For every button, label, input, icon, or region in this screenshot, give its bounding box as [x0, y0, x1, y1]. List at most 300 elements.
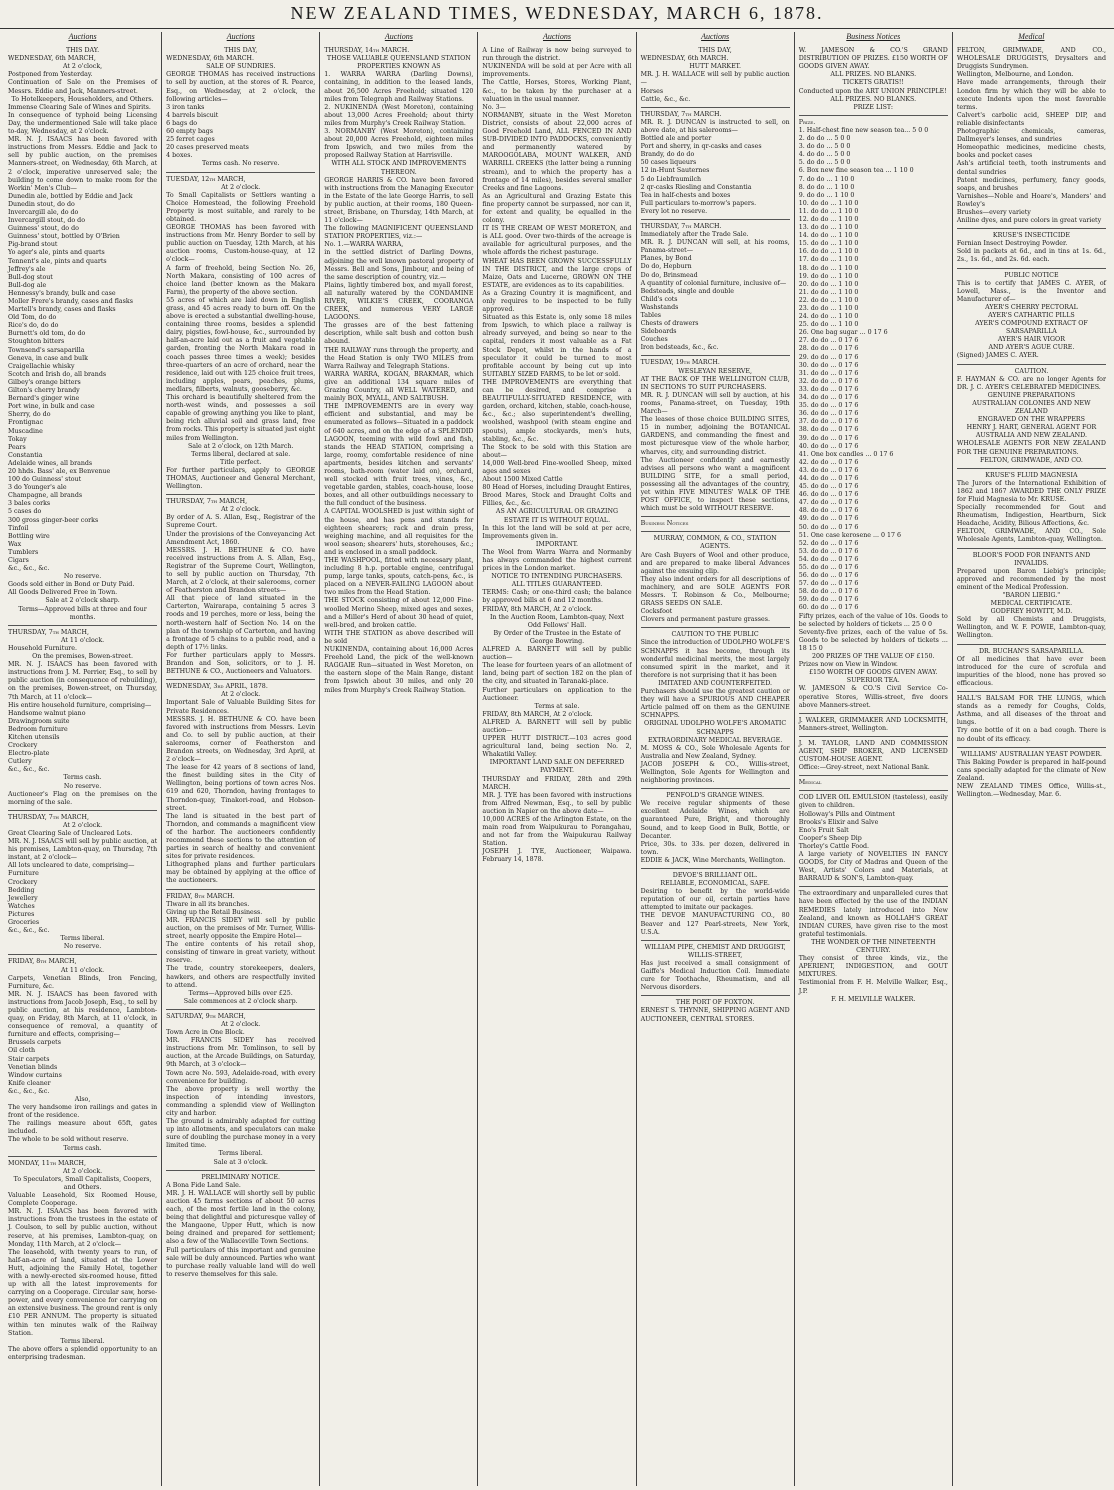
- ad-line: GEORGE THOMAS has been favored with instructions from Mr. Henry Border to sell by public auction on Tuesday, 12th March, at his auction rooms, Custom-house-quay, at 12 o'clock—: [166, 224, 318, 264]
- ad-line: About 1500 Mixed Cattle: [482, 476, 563, 484]
- ad-line: No reserve.: [63, 782, 102, 790]
- ad-line: MR. R. J. DUNCAN will sell by auction, at his rooms, Panama-street, on Tuesday, 19th March—: [640, 391, 792, 416]
- ad-line: ENGRAVED ON THE WRAPPERS: [977, 416, 1085, 424]
- column-3: [320, 32, 478, 1486]
- ad-line: Oil cloth: [8, 1047, 36, 1055]
- advertisement: [641, 108, 790, 220]
- ad-line: 55. do do ... 0 17 6: [798, 564, 859, 571]
- ad-line: Fernian Insect Destroying Powder.: [956, 240, 1068, 248]
- advertisement: [166, 1010, 318, 1171]
- ad-line: &c., &c., &c.: [8, 766, 50, 774]
- ad-heading: Medical: [798, 779, 822, 787]
- advertisement: [166, 890, 318, 1010]
- ad-line: Moller Frere's brandy, cases and flasks: [8, 298, 133, 305]
- ad-line: ALL TITLES GUARANTEED.: [511, 581, 603, 589]
- ad-heading: PUBLIC NOTICE: [1004, 271, 1059, 279]
- ad-line: MR. N. J. ISAACS has been favored with instructions from the trustees in the estate of J. Coulson, to sell by public auction, without reserve, at his premises, Lambton-quay, on Monday, 11th March, at 2 o'clock—: [8, 1208, 160, 1248]
- ad-line: Brussels carpets: [8, 1039, 61, 1047]
- ad-heading: WEDNESDAY, 3rd APRIL, 1878.: [166, 683, 268, 691]
- ad-heading: FELTON, GRIMWADE, AND CO., WHOLESALE DRUGGISTS, Drysalters and Druggists Sundrymen.: [956, 47, 1108, 71]
- ad-line: 11. do do ... 1 10 0: [798, 207, 859, 215]
- ad-line: Cattle, &c., &c.: [640, 95, 691, 103]
- ad-heading: COD LIVER OIL EMULSION (tasteless), easily given to children.: [798, 794, 950, 810]
- ad-line: Watches: [8, 902, 35, 910]
- ad-line: 42. do do ... 0 17 6: [798, 458, 859, 466]
- advertisement: [957, 692, 1106, 748]
- ad-heading: MONDAY, 11th MARCH,: [8, 1159, 87, 1167]
- ad-line: MR. N. J. ISAACS has been favored with instructions from Messrs. Eddie and Jack to sell by public auction, on the premises Manners-street, on Wednesday, 6th March, at 2 o'clock, imperative unreserved sale; the building to come down to make room for the Workin' Men's Club—: [8, 136, 160, 192]
- ad-line: Sale at 2 o'clock sharp.: [45, 597, 120, 605]
- ad-heading: HALL'S BALSAM FOR THE LUNGS, which stands as a remedy for Coughs, Colds, Asthma, and all diseases of the throat and lungs.: [956, 695, 1108, 727]
- ad-line: Tumblers: [8, 548, 39, 556]
- ad-line: 3 do Younger's ale: [8, 484, 67, 492]
- ad-line: Clovers and permanent pasture grasses.: [640, 616, 770, 624]
- ad-line: Sideboards: [640, 328, 677, 336]
- column-ads: [641, 44, 790, 1027]
- ad-line: £150 WORTH OF GOODS GIVEN AWAY.: [809, 669, 938, 677]
- ad-line: Brandy, do do do: [640, 151, 695, 159]
- column-5: [637, 32, 795, 1486]
- ad-line: IT IS THE CREAM OF WEST MORETON, and is ALL good. Over two-thirds of the acreage is available for agricultural purposes, and the whole affords the richest pasturage.: [482, 225, 634, 257]
- ad-line: Guinness' stout, bottled by O'Brien: [8, 233, 120, 241]
- ad-line: Plains, lightly timbered box, and myall forest, all naturally watered by the CONDAMINE RIVER, WILKIE'S CREEK, COORANGA CREEK, and numerous VERY LARGE LAGOONS.: [324, 281, 476, 322]
- ad-heading: THURSDAY, 7th MARCH.: [640, 222, 722, 230]
- ad-line: The Jurors of the International Exhibition of 1862 and 1867 AWARDED THE ONLY PRIZE for Fluid Magnesia to Mr. KRUSE.: [956, 479, 1108, 503]
- ad-line: At 2 o'clock.: [221, 506, 261, 514]
- ad-line: The Stock to be sold with this Station are about—: [482, 443, 634, 459]
- ad-line: 60 empty bags: [166, 128, 214, 136]
- advertisement: [641, 517, 790, 532]
- ad-line: 1. WARRA WARRA (Darling Downs), containing, in addition to the leased lands, about 26,500 Acres Freehold; situated 120 miles from Telegraph and Railway Stations.: [324, 71, 476, 103]
- ad-line: 23. do do ... 1 10 0: [798, 305, 859, 312]
- ad-line: At 2 o'clock.: [62, 1167, 103, 1175]
- ad-line: No. 3—: [482, 103, 506, 111]
- ad-line: Chests of drawers: [640, 320, 699, 328]
- column-6: [795, 32, 953, 1486]
- ad-line: Specially recommended for Gout and Rheumatism, Indigestion, Heartburn, Sick Headache, Acidity, Bilious Affections, &c.: [956, 504, 1108, 528]
- ad-line: M. MOSS & CO., Sole Wholesale Agents for Australia and New Zealand, Sydney.: [640, 744, 792, 760]
- ad-line: Try one bottle of it on a bad cough. There is no doubt of its efficacy.: [956, 727, 1108, 743]
- ad-line: THE DEVOE MANUFACTURING CO., 80 Beaver and 127 Pearl-streets, New York, U.S.A.: [640, 912, 792, 936]
- ad-line: 41. One box candles ... 0 17 6: [798, 450, 894, 458]
- ad-line: 25. do do ... 1 10 0: [798, 321, 859, 329]
- ad-line: Patent medicines, perfumery, fancy goods, soaps, and brushes: [956, 176, 1108, 192]
- ad-line: As a Grazing Country it is magnificent, and only requires to be inspected to be fully approved.: [482, 289, 634, 314]
- ad-line: Eno's Fruit Salt: [798, 826, 849, 834]
- ad-line: 35. do do ... 0 17 6: [798, 402, 859, 410]
- ad-line: The entire contents of his retail shop, consisting of tinware in great variety, without reserve.: [166, 941, 318, 965]
- ad-line: 32. do do ... 0 17 6: [798, 377, 859, 385]
- ad-heading: WILLIAMS' AUSTRALIAN YEAST POWDER.: [960, 750, 1103, 758]
- ad-line: Burnett's old tom, do do: [8, 330, 86, 338]
- ad-line: Giving up the Retail Business.: [166, 908, 263, 916]
- ad-line: The very handsome iron railings and gates in front of the residence.: [8, 1104, 160, 1120]
- ad-line: 37. do do ... 0 17 6: [798, 418, 859, 426]
- ad-line: THE IMPROVEMENTS are everything that can be desired, and comprise a BEAUTIFULLY-SITUATED RESIDENCE, with garden, orchard, kitchen, stable, coach-house, &c., &c.; also superintendent's dwelling, woolshed, washpool (with steam engine and spouts), ample stockyards, men's huts, stabling, &c., &c.: [482, 378, 634, 443]
- ad-line: Cocksfoot: [640, 608, 673, 616]
- ad-line: 53. do do ... 0 17 6: [798, 547, 859, 555]
- ad-line: 12. do do ... 1 10 0: [798, 215, 859, 223]
- ad-line: The Auctioneer confidently and earnestly advises all persons who want a magnificent BUILDING SITE, for a small period, possessing all the advantages of the country, yet within FIVE MINUTES' WALK OF THE POST OFFICE, to inspect these sections, which must be sold WITHOUT RESERVE.: [640, 456, 792, 513]
- ad-line: The Wool from Warra Warra and Normanby has always commanded the highest current prices in the London market.: [482, 548, 634, 573]
- ad-line: Tokay: [8, 435, 27, 443]
- ad-line: Photographic chemicals, cameras, Dallmeyer's lenses, and sundries: [956, 128, 1108, 144]
- ad-line: THE STOCK consisting of about 12,000 Fine-woolled Merino Sheep, mixed ages and sexes, and a Miller's Herd of about 30 head of quiet, well-bred, and broken cattle.: [324, 597, 476, 629]
- ad-line: Postponed from Yesterday.: [8, 71, 93, 79]
- advertisement: [641, 532, 790, 628]
- ad-line: Port and sherry, in qr-casks and cases: [640, 143, 762, 151]
- ad-line: 52. do do ... 0 17 6: [798, 539, 859, 547]
- ad-line: 6 bags do: [166, 119, 198, 127]
- ad-line: The following MAGNIFICENT QUEENSLAND STATION PROPERTIES, viz.:—: [324, 225, 476, 241]
- ad-line: Sale at 2 o'clock, on 12th March.: [187, 442, 294, 450]
- ad-line: WHOLESALE AGENTS FOR NEW ZEALAND FOR THE GENUINE PREPARATIONS.: [956, 440, 1108, 456]
- ad-line: A Bona Fide Land Sale.: [166, 1181, 241, 1189]
- ad-line: 2. do do ... 5 0 0: [798, 135, 851, 143]
- ad-line: At 2 o'clock,: [62, 63, 103, 71]
- ad-line: GEORGE HARRIS & CO. have been favored with instructions from the Managing Executor in the Estate of the late George Harris, to sell by public auction, at their rooms, 180 Queen-street, Brisbane, on Thursday, 14th March, at 11 o'clock—: [324, 176, 476, 225]
- ad-line: This Baking Powder is prepared in half-pound cans specially adapted for the climate of New Zealand.: [956, 758, 1108, 782]
- advertisement: [799, 714, 948, 737]
- advertisement: [799, 737, 948, 776]
- ad-heading: DR. BUCHAN'S SARSAPARILLA.: [978, 647, 1084, 655]
- advertisement: [8, 811, 160, 956]
- newspaper-title: NEW ZEALAND TIMES, WEDNESDAY, MARCH 6, 1878.: [290, 3, 824, 23]
- column-heading: Auctions: [542, 32, 571, 41]
- ad-line: 2 qr-casks Riesling and Constantia: [640, 183, 752, 191]
- ad-line: 46. do do ... 0 17 6: [798, 491, 859, 499]
- ad-line: Has just received a small consignment of Gaiffe's Medical Induction Coil. Immediate cure for Toothache, Rheumatism, and all Nervous disorders.: [640, 959, 792, 992]
- ad-line: Holloway's Pills and Ointment: [798, 810, 895, 818]
- ad-line: Do do, Brinsmead: [640, 271, 698, 279]
- ad-line: Jewellery: [8, 894, 38, 902]
- ad-line: Yo ager's ale, pints and quarts: [8, 249, 105, 257]
- ad-heading: BLOOR'S FOOD FOR INFANTS AND INVALIDS.: [972, 551, 1093, 567]
- advertisement: [641, 869, 790, 941]
- ad-line: Stoughton bitters: [8, 338, 65, 346]
- ad-line: MR. N. J. ISAACS has been favored with instructions from J. M. Perrier, Esq., to sell by public auction (in consequence of rebuilding), on the premises, Bowen-street, on Thursday, 7th March, at 11 o'clock—: [8, 661, 160, 701]
- ad-line: His entire household furniture, comprising—: [8, 701, 152, 709]
- ad-line: 20 cases preserved meats: [166, 144, 249, 152]
- ad-line: Port wine, in bulk and case: [8, 403, 95, 411]
- ad-line: 9. do do ... 1 10 0: [798, 191, 855, 199]
- advertisement: [166, 173, 318, 496]
- ad-line: 33. do do ... 0 17 6: [798, 385, 859, 393]
- ad-line: NOTICE TO INTENDING PURCHASERS.: [491, 573, 623, 581]
- ad-line: 10. do do ... 1 10 0: [798, 199, 859, 207]
- ad-line: ALL PRIZES. NO BLANKS.: [830, 71, 917, 79]
- ad-line: 1. Half-chest fine new season tea... 5 0 0: [798, 126, 929, 134]
- ad-line: Tlware in all its branches.: [166, 900, 250, 908]
- ad-line: "BARON LIEBIG.": [1002, 592, 1061, 599]
- ad-line: Martell's brandy, cases and flasks: [8, 306, 116, 314]
- ad-line: MR. FRANCIS SIDEY will sell by public auction, on the premises of Mr. Turner, Willis-street, nearly opposite the Empire Hotel—: [166, 916, 318, 941]
- ad-line: To Speculators, Small Capitalists, Coopers, and Others.: [13, 1175, 154, 1191]
- ad-line: Dunedin ale, bottled by Eddie and Jack: [8, 192, 133, 200]
- ad-line: Testimonial from F. H. Melville Walker, Esq., J.P.: [798, 979, 950, 995]
- ad-line: Important Sale of Valuable Building Sites for Private Residences.: [166, 699, 318, 715]
- ad-line: MR. R. J. DUNCAN is instructed to sell, on above date, at his salerooms—: [640, 118, 792, 134]
- ad-line: HUTT MARKET.: [689, 63, 741, 71]
- ad-line: The above property is well worthy the inspection of intending investors, commanding a splendid view of Wellington city and harbor.: [166, 1085, 318, 1117]
- ad-line: THE WONDER OF THE NINETEENTH CENTURY.: [811, 938, 938, 955]
- advertisement: [8, 1157, 160, 1365]
- ad-line: Horses: [640, 87, 664, 95]
- ad-line: RELIABLE, ECONOMICAL, SAFE.: [660, 880, 770, 888]
- ad-line: The whole to be sold without reserve.: [8, 1136, 129, 1144]
- ad-heading: TUESDAY, 12th MARCH,: [166, 175, 246, 183]
- ad-heading: WILLIAM PIPE, CHEMIST AND DRUGGIST, WILLIS-STREET,: [644, 943, 788, 959]
- ad-line: THE RAILWAY runs through the property, and the Head Station is only TWO MILES from Warra Railway and Telegraph Stations.: [324, 346, 476, 370]
- ad-heading: J. WALKER, GRIMMAKER AND LOCKSMITH, Manners-street, Wellington.: [798, 716, 950, 732]
- ad-line: 25 ferret cages: [166, 136, 215, 144]
- ad-line: 7. do do ... 1 10 0: [798, 175, 855, 183]
- ad-line: NUKINENDA will be sold at per Acre with all improvements.: [482, 63, 634, 79]
- ad-heading: THURSDAY, 7th MARCH.: [640, 110, 722, 118]
- ad-line: Tea in half-chests and boxes: [640, 191, 731, 199]
- ad-line: Wax: [8, 540, 22, 548]
- ad-line: Pig-brand stout: [8, 241, 58, 249]
- ad-line: 45. do do ... 0 17 6: [798, 483, 859, 491]
- ad-line: 40. do do ... 0 17 6: [798, 442, 859, 450]
- ad-line: In consequence of typhoid being Licensing Day, the undermentioned Sale will take place to-day, Wednesday, at 2 o'clock.: [8, 111, 160, 136]
- ad-line: Terms—Approved bills over £25.: [188, 989, 293, 997]
- advertisement: [957, 549, 1106, 645]
- ad-line: MESSRS. J. H. BETHUNE & CO. have been favored with instructions from Messrs. Levin and Co. to sell by public auction, at their salerooms, corner of Featherston and Brandon streets, on Wednesday, 3rd April, at 2 o'clock—: [166, 715, 318, 764]
- ad-line: By order of A. S. Allan, Esq., Registrar of the Supreme Court.: [166, 514, 318, 530]
- ad-line: Tables: [640, 312, 662, 319]
- advertisement: [957, 469, 1106, 549]
- advertisement: [8, 626, 160, 811]
- ad-line: Title perfect.: [220, 458, 262, 466]
- ad-line: AUSTRALIAN COLONIES AND NEW ZEALAND: [972, 399, 1093, 416]
- ad-heading: CAUTION.: [1014, 367, 1049, 375]
- ad-line: 56. do do ... 0 17 6: [798, 572, 859, 580]
- ad-heading: The extraordinary and unparalleled cures that have been effected by the use of the INDIAN REMEDIES lately introduced into New Zealand, and known as HOLLAH'S GREAT INDIAN CURES, have given rise to the most grateful testimonials.: [798, 890, 950, 938]
- ad-line: 29. do do ... 0 17 6: [798, 353, 859, 361]
- ad-line: To Hotelkeepers, Householders, and Others.: [11, 95, 154, 103]
- ad-heading: THIS DAY,: [698, 47, 732, 55]
- advertisement: [799, 791, 948, 887]
- column-heading: Business Notices: [846, 32, 901, 41]
- ad-line: NORMANBY, situate in the West Moreton District, consists of about 22,000 acres of Good Freehold Land, ALL FENCED IN AND SUB-DIVIDED INTO PADDOCKS, conveniently and permanently watered by MAROOGOLABA, MOUNT WALKER, AND WARRILL CREEKS (the latter being a running stream), and to which the property has a frontage of 14 miles), besides several smaller Creeks and fine Lagoons.: [482, 111, 634, 192]
- ad-line: No. 1.—WARRA WARRA,: [324, 241, 404, 249]
- ad-line: Office:—Grey-street, next National Bank.: [798, 764, 930, 772]
- ad-line: Have made arrangements, through their London firm by which they will be able to execute Indents upon the most favorable terms.: [956, 79, 1108, 111]
- ad-line: 200 PRIZES OF THE VALUE OF £150.: [811, 653, 935, 661]
- ad-line: THOSE VALUABLE QUEENSLAND STATION PROPERTIES KNOWN AS: [326, 55, 473, 71]
- ad-heading: PENFOLD'S GRANGE WINES.: [666, 792, 765, 800]
- ad-line: Knife cleaner: [8, 1079, 51, 1087]
- ad-line: Gilbey's orange bitters: [8, 378, 81, 386]
- advertisement: [641, 220, 790, 357]
- ad-line: At 2 o'clock.: [62, 821, 103, 829]
- ad-line: UPPER HUTT DISTRICT.—103 acres good agricultural land, being section No. 2, Whakatiki Valley.: [482, 735, 634, 759]
- ad-line: MESSRS. J. H. BETHUNE & CO. have received instructions from A. S. Allan, Esq., Registrar of the Supreme Court, Wellington, to sell by public auction on Thursday, 7th March, at 2 o'clock, at their salerooms, corner of Featherston and Brandon streets—: [166, 546, 318, 595]
- ad-line: Goods sold either in Bond or Duty Paid.: [8, 581, 135, 589]
- advertisement: [957, 229, 1106, 268]
- ad-line: 5 cases do: [8, 508, 42, 516]
- ad-line: Bedsteads, single and double: [640, 287, 735, 295]
- ad-line: 5. do do ... 5 0 0: [798, 159, 851, 167]
- ad-line: AT THE BACK OF THE WELLINGTON CLUB, IN SECTIONS TO SUIT PURCHASERS.: [640, 375, 792, 391]
- ad-line: TICKETS GRATIS!!: [842, 79, 904, 87]
- ad-line: MR. J. H. WALLACE will sell by public auction—: [640, 71, 790, 87]
- ad-line: F. HAYMAN & CO. are no longer Agents for DR. J. C. AYER'S CELEBRATED MEDICINES.: [956, 375, 1108, 391]
- ad-line: Bottled ale and porter: [640, 135, 712, 143]
- advertisement: [957, 645, 1106, 692]
- ad-line: The grasses are of the best fattening description, while salt bush and cotton bush abound.: [324, 322, 476, 346]
- ad-line: Window curtains: [8, 1071, 62, 1079]
- ad-line: Townsend's sarsaparilla: [8, 346, 85, 354]
- ad-line: Groceries: [8, 919, 40, 927]
- ad-line: Prepared upon Baron Liebig's principle; approved and recommended by the most eminent of the Medical Profession.: [956, 567, 1108, 591]
- ad-line: Terms liberal.: [218, 1150, 263, 1158]
- ad-line: &c., &c., &c.: [8, 927, 50, 935]
- ad-line: Child's cots: [640, 295, 678, 303]
- ad-line: FELTON, GRIMWADE, AND CO.: [979, 456, 1083, 464]
- ad-heading: THURSDAY, 7th MARCH,: [8, 813, 89, 821]
- ad-line: 27. do do ... 0 17 6: [798, 337, 859, 345]
- ad-line: Terms at sale.: [534, 702, 580, 710]
- ad-line: Also,: [74, 1096, 91, 1103]
- ad-heading: W. JAMESON & CO.'S GRAND DISTRIBUTION OF PRIZES. £150 WORTH OF GOODS GIVEN AWAY.: [798, 47, 950, 71]
- advertisement: [957, 365, 1106, 469]
- advertisement: [8, 955, 160, 1156]
- ad-line: 80 Head of Horses, including Draught Entires, Brood Mares, Stock and Draught Colts and Fillies, &c., &c.: [482, 484, 634, 508]
- ad-line: 19. do do ... 1 10 0: [798, 272, 859, 280]
- newspaper-columns: [4, 32, 1110, 1486]
- ad-line: THE WASHPOOL, fitted with necessary plant, including 8 h.p. portable engine, centrifugal pump, large tanks, spouts, catch-pens, &c., is placed on a NEVER-FAILING LAGOON about two miles from the Head Station.: [324, 557, 476, 597]
- ad-line: The above offers a splendid opportunity to an enterprising tradesman.: [8, 1345, 160, 1361]
- ad-line: 3 iron tanks: [166, 103, 205, 111]
- ad-heading: Prize.: [798, 118, 816, 126]
- ad-line: The lease for fourteen years of an allotment of land, being part of section 182 on the plan of the city, and situated in Taranaki-place.: [482, 662, 634, 686]
- ad-line: AYER'S CATHARTIC PILLS: [988, 312, 1075, 319]
- ad-line: 13. do do ... 1 10 0: [798, 224, 859, 232]
- ad-line: Rice's do, do do: [8, 322, 59, 330]
- ad-line: 20. do do ... 1 10 0: [798, 280, 859, 288]
- ad-line: Sale at 3 o'clock.: [213, 1158, 268, 1166]
- ad-line: IMPORTANT.: [535, 540, 579, 548]
- ad-line: 26. One bag sugar ... 0 17 6: [798, 329, 888, 337]
- ad-line: 38. do do ... 0 17 6: [798, 426, 859, 434]
- ad-line: 14. do do ... 1 10 0: [798, 232, 859, 240]
- ad-line: 18. do do ... 1 10 0: [798, 264, 859, 272]
- ad-line: &c., &c., &c.: [8, 565, 50, 573]
- ad-line: &c., &c., &c.: [8, 1087, 50, 1095]
- advertisement: [799, 116, 948, 714]
- ad-line: 16. do do ... 1 10 0: [798, 248, 859, 256]
- ad-line: Sale commences at 2 o'clock sharp.: [183, 997, 298, 1005]
- ad-line: Geneva, in case and bulk: [8, 354, 88, 362]
- ad-heading: THURSDAY, 7th MARCH,: [8, 628, 89, 636]
- ad-line: SUPERIOR TEA.: [846, 677, 900, 685]
- ad-line: The land is situated in the best part of Thorndon, and commands a magnificent view of the harbor. The auctioneers confidently recommend these sections to the attention of parties in search of healthy and convenient sites for private residences.: [166, 812, 318, 861]
- ad-line: A farm of freehold, being Section No. 26, North Makara, consisting of 100 acres of choice land (better known as the Makara Farm), the property of the above section.: [166, 264, 318, 296]
- ad-line: MR. N. J. ISAACS will sell by public auction, at his premises, Lambton-quay, on Thursday, 7th instant, at 2 o'clock—: [8, 838, 160, 862]
- ad-line: Cigars: [8, 557, 29, 564]
- ad-line: Immediately after the Trade Sale.: [640, 231, 749, 239]
- column-1: [4, 32, 162, 1486]
- ad-line: 34. do do ... 0 17 6: [798, 394, 859, 402]
- ad-line: GODFREY HOWITT, M.D.: [990, 608, 1073, 616]
- ad-line: WITH THE STATION as above described will be sold: [324, 629, 476, 645]
- ad-heading: DEVOE'S BRILLIANT OIL.: [672, 872, 758, 879]
- ad-line: Invercargill ale, do do: [8, 208, 79, 216]
- ad-line: Crockery: [8, 878, 38, 886]
- column-ads: [324, 44, 476, 698]
- ad-line: Kitchen utensils: [8, 733, 60, 741]
- advertisement: [957, 748, 1106, 803]
- ad-line: Venetian blinds: [8, 1063, 58, 1071]
- ad-line: The ground is admirably adapted for cutting up into allotments, and speculators can make sure of doubling the purchase money in a very limited time.: [166, 1118, 318, 1150]
- ad-line: 60. do do ... 0 17 6: [798, 604, 859, 612]
- ad-heading: J. M. TAYLOR, LAND AND COMMISSION AGENT, SHIP BROKER, AND LICENSED CUSTOM-HOUSE AGENT.: [798, 739, 950, 764]
- ad-line: 44. do do ... 0 17 6: [798, 474, 859, 482]
- ad-line: W. JAMESON & CO.'S Civil Service Co-operative Stores, Willis-street, five doors above Manners-street.: [798, 685, 950, 709]
- ad-heading: SATURDAY, 9th MARCH,: [166, 1012, 246, 1020]
- ad-line: GEORGE THOMAS has received instructions to sell by auction, at the stores of R. Pearce, Esq., on Wednesday, at 2 o'clock, the following articles—: [166, 71, 318, 103]
- ad-line: Auctioneer's Flag on the premises on the morning of the sale.: [8, 790, 160, 806]
- ad-line: GENUINE PREPARATIONS: [987, 391, 1076, 399]
- ad-line: On the premises, Bowen-street.: [32, 653, 134, 661]
- ad-line: The trade, country storekeepers, dealers, hawkers, and others are respectfully invited to attend.: [166, 965, 318, 989]
- ad-line: 4. do do ... 5 0 0: [798, 151, 851, 159]
- ad-line: Stair carpets: [8, 1055, 50, 1063]
- ad-line: WESLEYAN RESERVE,: [678, 367, 753, 375]
- ad-line: Bull-dog ale: [8, 281, 47, 289]
- ad-line: Couches: [640, 336, 668, 344]
- ad-line: 31. do do ... 0 17 6: [798, 369, 859, 377]
- ad-line: Homeopathic medicines, medicine chests, books and pocket cases: [956, 144, 1108, 160]
- ad-line: Thorley's Cattle Food.: [798, 842, 870, 850]
- ad-line: MR. N. J. ISAACS has been favored with instructions from Jacob Joseph, Esq., to sell by public auction, at his residence, Lambton-quay, on Friday, 8th March, at 11 o'clock, in consequence of removal, a quantity of furniture and effects, comprising—: [8, 990, 160, 1039]
- ad-line: 21. do do ... 1 10 0: [798, 288, 859, 296]
- ad-line: Invercargill stout, do do: [8, 217, 85, 225]
- ad-heading: KRUSE'S INSECTICIDE: [992, 232, 1070, 240]
- ad-line: Scotch and Irish do, all brands: [8, 370, 107, 378]
- ad-line: 48. do do ... 0 17 6: [798, 507, 859, 515]
- advertisement: [166, 1171, 318, 1282]
- ad-line: AYER'S CHERRY PECTORAL: [985, 303, 1078, 311]
- ad-line: 36. do do ... 0 17 6: [798, 410, 859, 418]
- ad-line: 55 acres of which are laid down in English grass, and 45 acres ready to burn off. On the above is erected a substantial dwelling-house, containing three rooms, besides a splendid dairy, pigsties, fowl-house, &c., surrounded by half-an-acre laid out as a fruit and vegetable garden, fronting the North Makara road in coach passes three times a week); besides three-quarters of an acre of orchard, near the residence, laid out with 125 choice fruit trees, including apples, pears, peaches, plums, medlars, filberts, walnuts, gooseberry, &c.: [166, 296, 318, 393]
- ad-line: Crockery: [8, 742, 38, 750]
- ad-line: Purchasers should use the greatest caution or they will have a SPURIOUS AND CHEAPER Article palmed off on them as the GENUINE SCHNAPPS.: [640, 688, 792, 720]
- ad-line: 22. do do ... 1 10 0: [798, 296, 859, 304]
- ad-line: NEW ZEALAND TIMES Office, Willis-st., Wellington.—Wednesday, Mar. 6.: [956, 782, 1108, 799]
- ad-line: A CAPITAL WOOLSHED is just within sight of the house, and has pens and stands for eighteen shearers; rack and drain press, weighing machine, and all requisites for the wool season; shearers' huts, storehouses, &c.; and is enclosed in a small paddock.: [324, 508, 476, 556]
- ad-line: IMPORTANT LAND SALE ON DEFERRED PAYMENT.: [489, 759, 627, 775]
- ad-line: 24. do do ... 1 10 0: [798, 313, 859, 321]
- ad-line: 17. do do ... 1 10 0: [798, 256, 859, 264]
- ad-line: As an Agricultural and Grazing Estate this fine property cannot be surpassed, nor can it, for extent and quality, be equalled in the colony.: [482, 192, 634, 225]
- ad-heading: THE PORT OF FOXTON.: [675, 999, 755, 1007]
- ad-line: ERNEST S. THYNNE, SHIPPING AGENT AND AUCTIONEER, CENTRAL STORES.: [640, 1007, 792, 1023]
- ad-line: A large variety of NOVELTIES IN FANCY GOODS, for City of Madras and Queen of the West, Artists' Colors and Materials, at BARRAUD & SON'S, Lambton-quay.: [798, 851, 950, 883]
- ad-line: 57. do do ... 0 17 6: [798, 580, 859, 588]
- advertisement: [166, 680, 318, 889]
- ad-line: Hennessy's brandy, bulk and case: [8, 289, 116, 297]
- advertisement: [8, 44, 160, 626]
- ad-line: Terms liberal.: [60, 935, 105, 943]
- ad-line: 39. do do ... 0 17 6: [798, 434, 859, 442]
- ad-line: SALE OF SUNDRIES.: [206, 63, 276, 71]
- ad-line: Cooper's Sheep Dip: [798, 834, 862, 842]
- ad-line: Immense Clearing Sale of Wines and Spirits.: [8, 103, 151, 111]
- ad-line: AYER'S COMPOUND EXTRACT OF SARSAPARILLA: [975, 320, 1090, 336]
